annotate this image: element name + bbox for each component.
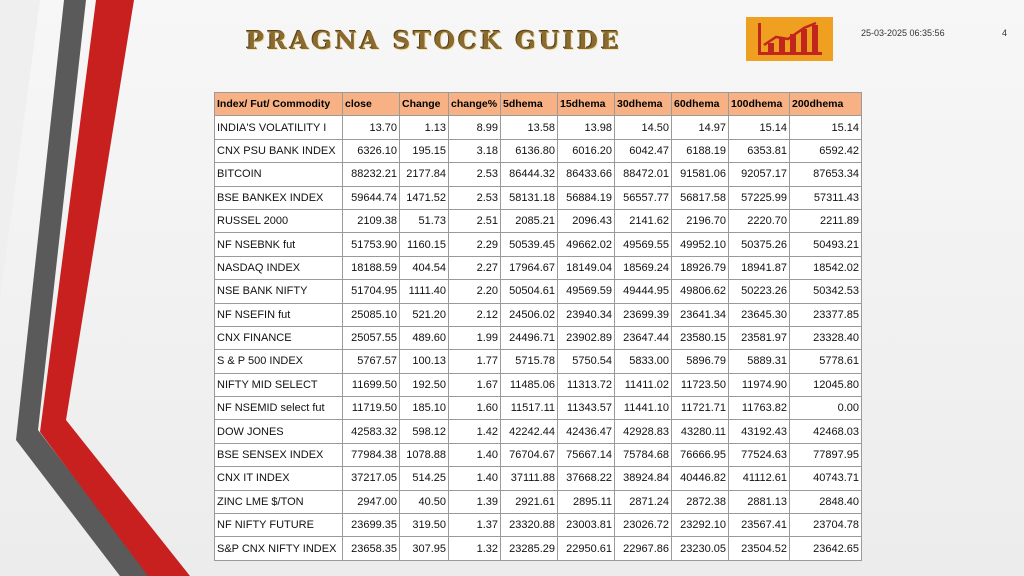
value-cell: 1078.88 — [400, 443, 449, 466]
value-cell: 13.58 — [501, 116, 558, 139]
table-row — [215, 209, 862, 232]
value-cell: 598.12 — [400, 420, 449, 443]
instrument-name-cell: INDIA'S VOLATILITY I — [215, 116, 343, 139]
value-cell: 50504.61 — [501, 280, 558, 303]
column-header: 5dhema — [501, 93, 558, 116]
value-cell: 88232.21 — [343, 163, 400, 186]
value-cell: 23699.39 — [615, 303, 672, 326]
value-cell: 2177.84 — [400, 163, 449, 186]
value-cell: 1160.15 — [400, 233, 449, 256]
instrument-name-cell: ZINC LME $/TON — [215, 490, 343, 513]
value-cell: 23320.88 — [501, 514, 558, 537]
value-cell: 2109.38 — [343, 209, 400, 232]
value-cell: 5750.54 — [558, 350, 615, 373]
instrument-name-cell: BITCOIN — [215, 163, 343, 186]
value-cell: 2872.38 — [672, 490, 729, 513]
value-cell: 3.18 — [449, 139, 501, 162]
value-cell: 0.00 — [790, 397, 862, 420]
value-cell: 51704.95 — [343, 280, 400, 303]
value-cell: 59644.74 — [343, 186, 400, 209]
value-cell: 2096.43 — [558, 209, 615, 232]
value-cell: 25057.55 — [343, 326, 400, 349]
value-cell: 5767.57 — [343, 350, 400, 373]
table-row — [215, 420, 862, 443]
value-cell: 11411.02 — [615, 373, 672, 396]
value-cell: 86444.32 — [501, 163, 558, 186]
value-cell: 86433.66 — [558, 163, 615, 186]
value-cell: 2921.61 — [501, 490, 558, 513]
value-cell: 23026.72 — [615, 514, 672, 537]
value-cell: 23328.40 — [790, 326, 862, 349]
value-cell: 50375.26 — [729, 233, 790, 256]
value-cell: 50539.45 — [501, 233, 558, 256]
value-cell: 100.13 — [400, 350, 449, 373]
value-cell: 40743.71 — [790, 467, 862, 490]
value-cell: 76666.95 — [672, 443, 729, 466]
value-cell: 1.67 — [449, 373, 501, 396]
value-cell: 38924.84 — [615, 467, 672, 490]
value-cell: 22967.86 — [615, 537, 672, 560]
value-cell: 37668.22 — [558, 467, 615, 490]
value-cell: 11763.82 — [729, 397, 790, 420]
value-cell: 1471.52 — [400, 186, 449, 209]
table-row — [215, 350, 862, 373]
value-cell: 6016.20 — [558, 139, 615, 162]
value-cell: 43280.11 — [672, 420, 729, 443]
value-cell: 14.97 — [672, 116, 729, 139]
value-cell: 24496.71 — [501, 326, 558, 349]
instrument-name-cell: NF NIFTY FUTURE — [215, 514, 343, 537]
column-header: 60dhema — [672, 93, 729, 116]
value-cell: 5833.00 — [615, 350, 672, 373]
value-cell: 91581.06 — [672, 163, 729, 186]
value-cell: 2881.13 — [729, 490, 790, 513]
value-cell: 25085.10 — [343, 303, 400, 326]
value-cell: 50223.26 — [729, 280, 790, 303]
value-cell: 18941.87 — [729, 256, 790, 279]
column-header: Index/ Fut/ Commodity — [215, 93, 343, 116]
value-cell: 23642.65 — [790, 537, 862, 560]
value-cell: 5889.31 — [729, 350, 790, 373]
value-cell: 195.15 — [400, 139, 449, 162]
value-cell: 17964.67 — [501, 256, 558, 279]
value-cell: 2141.62 — [615, 209, 672, 232]
value-cell: 23377.85 — [790, 303, 862, 326]
value-cell: 49444.95 — [615, 280, 672, 303]
value-cell: 11721.71 — [672, 397, 729, 420]
value-cell: 51.73 — [400, 209, 449, 232]
value-cell: 88472.01 — [615, 163, 672, 186]
value-cell: 58131.18 — [501, 186, 558, 209]
value-cell: 42468.03 — [790, 420, 862, 443]
value-cell: 185.10 — [400, 397, 449, 420]
value-cell: 49569.59 — [558, 280, 615, 303]
value-cell: 2895.11 — [558, 490, 615, 513]
value-cell: 404.54 — [400, 256, 449, 279]
value-cell: 11719.50 — [343, 397, 400, 420]
value-cell: 23580.15 — [672, 326, 729, 349]
column-header: Change — [400, 93, 449, 116]
value-cell: 1.13 — [400, 116, 449, 139]
value-cell: 8.99 — [449, 116, 501, 139]
value-cell: 42583.32 — [343, 420, 400, 443]
value-cell: 11974.90 — [729, 373, 790, 396]
value-cell: 23285.29 — [501, 537, 558, 560]
value-cell: 11699.50 — [343, 373, 400, 396]
value-cell: 11313.72 — [558, 373, 615, 396]
value-cell: 23641.34 — [672, 303, 729, 326]
value-cell: 37111.88 — [501, 467, 558, 490]
column-header: 30dhema — [615, 93, 672, 116]
value-cell: 2085.21 — [501, 209, 558, 232]
value-cell: 1.37 — [449, 514, 501, 537]
table-row — [215, 233, 862, 256]
value-cell: 23567.41 — [729, 514, 790, 537]
table-row — [215, 186, 862, 209]
table-row — [215, 116, 862, 139]
value-cell: 2.51 — [449, 209, 501, 232]
value-cell: 56884.19 — [558, 186, 615, 209]
value-cell: 1.42 — [449, 420, 501, 443]
value-cell: 1.77 — [449, 350, 501, 373]
value-cell: 5778.61 — [790, 350, 862, 373]
page-number: 4 — [1002, 28, 1008, 38]
value-cell: 75667.14 — [558, 443, 615, 466]
value-cell: 56557.77 — [615, 186, 672, 209]
column-header: close — [343, 93, 400, 116]
value-cell: 13.70 — [343, 116, 400, 139]
value-cell: 87653.34 — [790, 163, 862, 186]
table-row — [215, 467, 862, 490]
value-cell: 2.20 — [449, 280, 501, 303]
column-header: 200dhema — [790, 93, 862, 116]
value-cell: 6136.80 — [501, 139, 558, 162]
value-cell: 23940.34 — [558, 303, 615, 326]
value-cell: 6592.42 — [790, 139, 862, 162]
value-cell: 23902.89 — [558, 326, 615, 349]
value-cell: 42436.47 — [558, 420, 615, 443]
value-cell: 14.50 — [615, 116, 672, 139]
instrument-name-cell: S&P CNX NIFTY INDEX — [215, 537, 343, 560]
value-cell: 2947.00 — [343, 490, 400, 513]
value-cell: 24506.02 — [501, 303, 558, 326]
value-cell: 43192.43 — [729, 420, 790, 443]
value-cell: 11343.57 — [558, 397, 615, 420]
column-header: 15dhema — [558, 93, 615, 116]
bar-chart-growth-icon — [746, 17, 833, 61]
value-cell: 2.53 — [449, 186, 501, 209]
value-cell: 15.14 — [729, 116, 790, 139]
value-cell: 11517.11 — [501, 397, 558, 420]
value-cell: 2.29 — [449, 233, 501, 256]
instrument-name-cell: NIFTY MID SELECT — [215, 373, 343, 396]
table-body — [215, 116, 862, 560]
value-cell: 319.50 — [400, 514, 449, 537]
value-cell: 23647.44 — [615, 326, 672, 349]
value-cell: 50493.21 — [790, 233, 862, 256]
value-cell: 42242.44 — [501, 420, 558, 443]
value-cell: 12045.80 — [790, 373, 862, 396]
value-cell: 5715.78 — [501, 350, 558, 373]
value-cell: 40.50 — [400, 490, 449, 513]
decorative-stripes — [0, 0, 200, 576]
value-cell: 11485.06 — [501, 373, 558, 396]
value-cell: 40446.82 — [672, 467, 729, 490]
instrument-name-cell: NF NSEFIN fut — [215, 303, 343, 326]
value-cell: 6042.47 — [615, 139, 672, 162]
value-cell: 23230.05 — [672, 537, 729, 560]
column-header: 100dhema — [729, 93, 790, 116]
instrument-name-cell: NF NSEMID select fut — [215, 397, 343, 420]
value-cell: 2.53 — [449, 163, 501, 186]
value-cell: 77897.95 — [790, 443, 862, 466]
value-cell: 77524.63 — [729, 443, 790, 466]
value-cell: 15.14 — [790, 116, 862, 139]
value-cell: 1.32 — [449, 537, 501, 560]
value-cell: 22950.61 — [558, 537, 615, 560]
instrument-name-cell: S & P 500 INDEX — [215, 350, 343, 373]
value-cell: 57225.99 — [729, 186, 790, 209]
table-row — [215, 303, 862, 326]
column-header: change% — [449, 93, 501, 116]
table-row — [215, 256, 862, 279]
value-cell: 6326.10 — [343, 139, 400, 162]
value-cell: 23704.78 — [790, 514, 862, 537]
value-cell: 11723.50 — [672, 373, 729, 396]
value-cell: 77984.38 — [343, 443, 400, 466]
value-cell: 2.27 — [449, 256, 501, 279]
value-cell: 521.20 — [400, 303, 449, 326]
value-cell: 1.40 — [449, 467, 501, 490]
instrument-name-cell: NASDAQ INDEX — [215, 256, 343, 279]
table-row — [215, 490, 862, 513]
value-cell: 49806.62 — [672, 280, 729, 303]
table-row — [215, 373, 862, 396]
value-cell: 1111.40 — [400, 280, 449, 303]
instrument-name-cell: CNX FINANCE — [215, 326, 343, 349]
value-cell: 23658.35 — [343, 537, 400, 560]
value-cell: 1.39 — [449, 490, 501, 513]
value-cell: 1.40 — [449, 443, 501, 466]
value-cell: 18569.24 — [615, 256, 672, 279]
instrument-name-cell: BSE BANKEX INDEX — [215, 186, 343, 209]
page-title: PRAGNA STOCK GUIDE — [246, 26, 623, 55]
value-cell: 6353.81 — [729, 139, 790, 162]
value-cell: 23292.10 — [672, 514, 729, 537]
value-cell: 37217.05 — [343, 467, 400, 490]
value-cell: 18926.79 — [672, 256, 729, 279]
value-cell: 56817.58 — [672, 186, 729, 209]
table-row — [215, 326, 862, 349]
value-cell: 2220.70 — [729, 209, 790, 232]
value-cell: 1.99 — [449, 326, 501, 349]
instrument-name-cell: RUSSEL 2000 — [215, 209, 343, 232]
table-row — [215, 139, 862, 162]
table-row — [215, 163, 862, 186]
value-cell: 42928.83 — [615, 420, 672, 443]
stock-table — [214, 92, 862, 561]
value-cell: 23699.35 — [343, 514, 400, 537]
timestamp: 25-03-2025 06:35:56 — [861, 28, 945, 38]
value-cell: 76704.67 — [501, 443, 558, 466]
value-cell: 18542.02 — [790, 256, 862, 279]
instrument-name-cell: NSE BANK NIFTY — [215, 280, 343, 303]
value-cell: 75784.68 — [615, 443, 672, 466]
instrument-name-cell: CNX PSU BANK INDEX — [215, 139, 343, 162]
value-cell: 1.60 — [449, 397, 501, 420]
table-row — [215, 397, 862, 420]
value-cell: 2.12 — [449, 303, 501, 326]
table-header-row — [215, 93, 862, 116]
value-cell: 23645.30 — [729, 303, 790, 326]
value-cell: 11441.10 — [615, 397, 672, 420]
value-cell: 41112.61 — [729, 467, 790, 490]
instrument-name-cell: NF NSEBNK fut — [215, 233, 343, 256]
value-cell: 13.98 — [558, 116, 615, 139]
value-cell: 5896.79 — [672, 350, 729, 373]
table-row — [215, 514, 862, 537]
value-cell: 18188.59 — [343, 256, 400, 279]
value-cell: 23003.81 — [558, 514, 615, 537]
value-cell: 489.60 — [400, 326, 449, 349]
value-cell: 49662.02 — [558, 233, 615, 256]
value-cell: 2871.24 — [615, 490, 672, 513]
value-cell: 514.25 — [400, 467, 449, 490]
value-cell: 307.95 — [400, 537, 449, 560]
instrument-name-cell: BSE SENSEX INDEX — [215, 443, 343, 466]
value-cell: 49569.55 — [615, 233, 672, 256]
value-cell: 6188.19 — [672, 139, 729, 162]
value-cell: 57311.43 — [790, 186, 862, 209]
value-cell: 23581.97 — [729, 326, 790, 349]
value-cell: 92057.17 — [729, 163, 790, 186]
value-cell: 192.50 — [400, 373, 449, 396]
table-row — [215, 443, 862, 466]
value-cell: 2196.70 — [672, 209, 729, 232]
instrument-name-cell: CNX IT INDEX — [215, 467, 343, 490]
value-cell: 2211.89 — [790, 209, 862, 232]
table-row — [215, 280, 862, 303]
value-cell: 49952.10 — [672, 233, 729, 256]
value-cell: 51753.90 — [343, 233, 400, 256]
value-cell: 50342.53 — [790, 280, 862, 303]
table-row — [215, 537, 862, 560]
value-cell: 23504.52 — [729, 537, 790, 560]
value-cell: 2848.40 — [790, 490, 862, 513]
instrument-name-cell: DOW JONES — [215, 420, 343, 443]
value-cell: 18149.04 — [558, 256, 615, 279]
